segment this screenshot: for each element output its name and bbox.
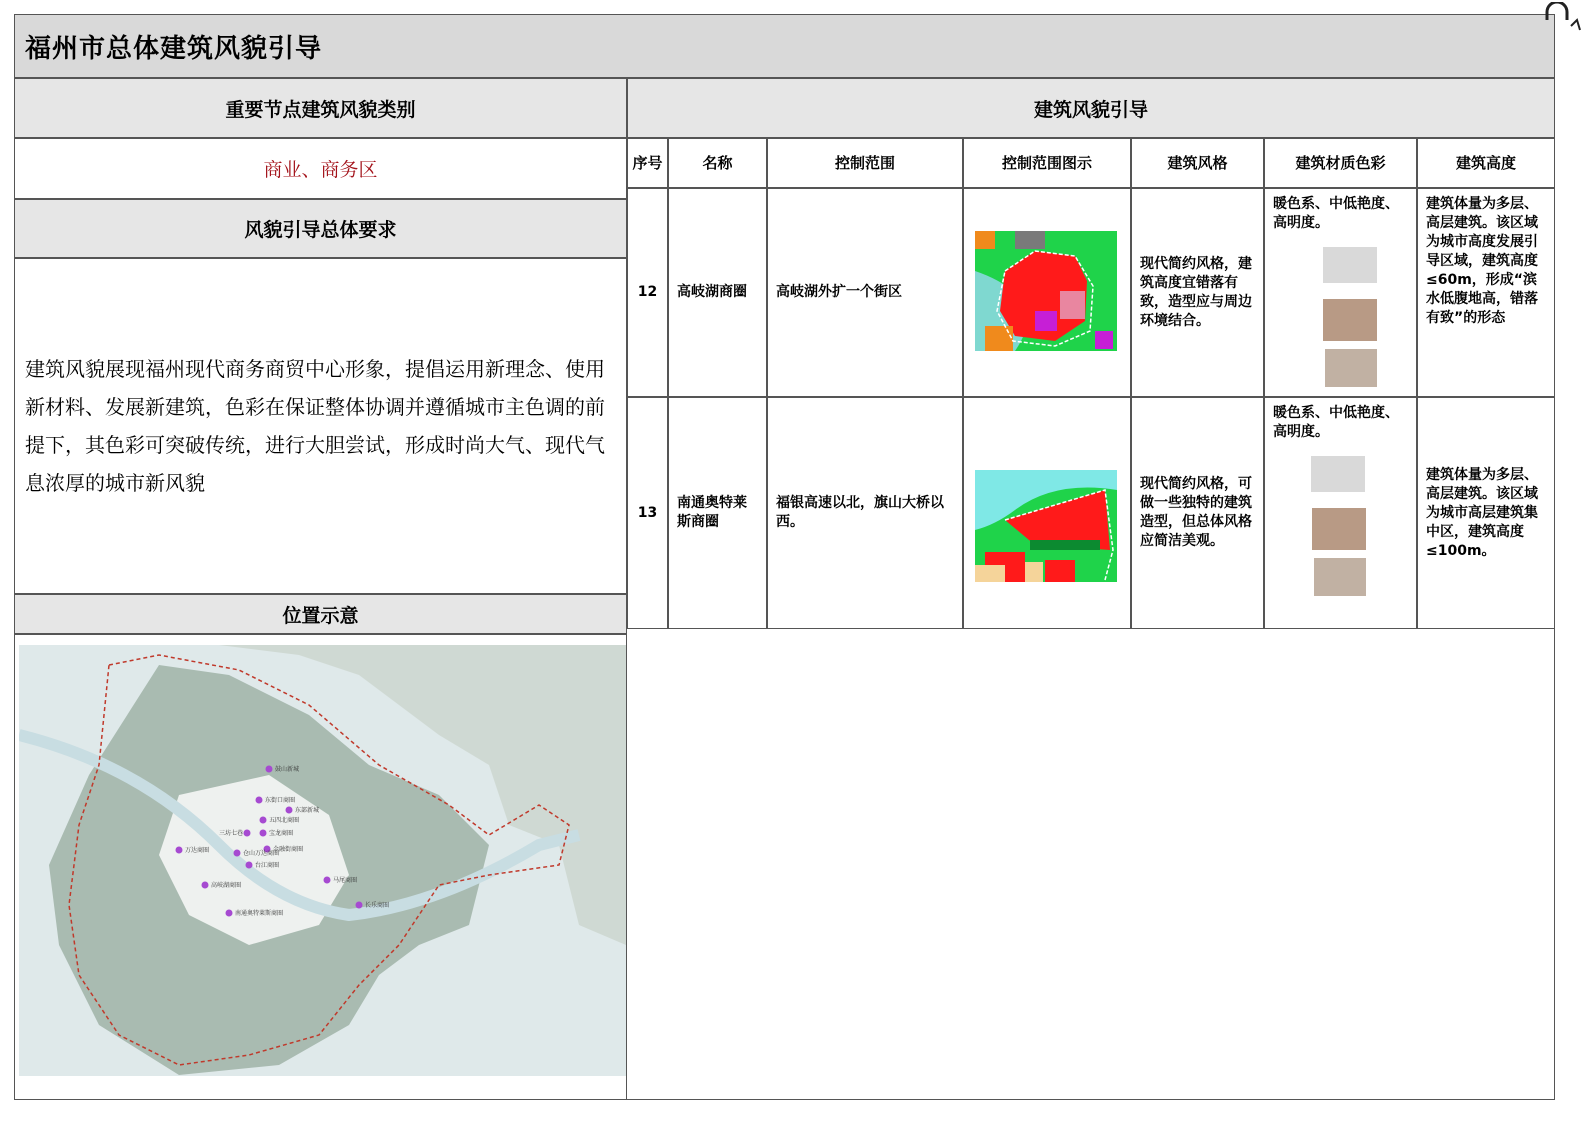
col-header-style: 建筑风格 (1131, 138, 1264, 188)
range-map-13 (975, 470, 1117, 582)
map-label: 南通奥特莱斯商圈 (235, 910, 284, 917)
requirement-box (14, 258, 627, 594)
color-swatch (1312, 508, 1366, 550)
col-header-no: 序号 (627, 138, 668, 188)
color-swatch (1325, 349, 1377, 387)
row-12-range-map (963, 188, 1131, 397)
map-label: 长乐商圈 (365, 902, 390, 909)
requirement-text: 建筑风貌展现福州现代商务商贸中心形象，提倡运用新理念、使用新材料、发展新建筑，色彩在保证整体协调并遵循城市主色调的前提下，其色彩可突破传统，进行大胆尝试，形成时尚大气、现代气息浓厚的城市新风貌 (25, 357, 605, 495)
map-label: 三坊七巷 (219, 830, 244, 837)
map-label: 东部新城 (295, 807, 320, 814)
range-map-12 (975, 231, 1117, 351)
map-label: 宝龙商圈 (269, 830, 294, 837)
location-box (14, 634, 627, 1100)
row-13-material-text: 暖色系、中低艳度、高明度。 (1273, 405, 1399, 440)
col-header-range: 控制范围 (767, 138, 963, 188)
color-swatch (1323, 299, 1377, 341)
map-label: 仓山万达商圈 (243, 850, 280, 857)
row-13-name: 南通奥特莱斯商圈 (668, 397, 767, 629)
row-12-name: 高岐湖商圈 (668, 188, 767, 397)
map-label: 马尾商圈 (333, 877, 358, 884)
col-header-range-map: 控制范围图示 (963, 138, 1131, 188)
row-13-height: 建筑体量为多层、高层建筑。该区域为城市高层建筑集中区，建筑高度≤100m。 (1417, 397, 1555, 629)
map-label: 高岐湖商圈 (211, 882, 242, 889)
color-swatch (1314, 558, 1366, 596)
map-label: 台江商圈 (255, 862, 280, 869)
location-header: 位置示意 (14, 594, 627, 634)
row-12-range: 高岐湖外扩一个街区 (767, 188, 963, 397)
color-swatch (1323, 247, 1377, 283)
col-header-name: 名称 (668, 138, 767, 188)
row-13-no: 13 (627, 397, 668, 629)
location-map (19, 645, 626, 1076)
color-swatch (1311, 456, 1365, 492)
map-label: 金融街商圈 (273, 846, 304, 853)
map-label: 东街口商圈 (265, 797, 296, 804)
col-header-material: 建筑材质色彩 (1264, 138, 1417, 188)
row-12-material (1264, 188, 1417, 397)
guide-header: 建筑风貌引导 (627, 78, 1555, 138)
row-12-style: 现代简约风格，建筑高度宜错落有致，造型应与周边环境结合。 (1131, 188, 1264, 397)
page-title: 福州市总体建筑风貌引导 (14, 14, 1555, 78)
row-13-material (1264, 397, 1417, 629)
row-13-range: 福银高速以北，旗山大桥以西。 (767, 397, 963, 629)
map-label: 鼓山新城 (275, 766, 300, 773)
map-label: 五四北商圈 (269, 817, 300, 824)
category-header: 重要节点建筑风貌类别 (14, 78, 627, 138)
row-12-height: 建筑体量为多层、高层建筑。该区域为城市高度发展引导区域，建筑高度≤60m，形成“滨水低腹地高，错落有致”的形态 (1417, 188, 1555, 397)
requirement-header: 风貌引导总体要求 (14, 199, 627, 258)
row-12-material-text: 暖色系、中低艳度、高明度。 (1273, 196, 1399, 231)
category-value: 商业、商务区 (14, 138, 627, 199)
row-13-style: 现代简约风格，可做一些独特的建筑造型，但总体风格应简洁美观。 (1131, 397, 1264, 629)
row-13-range-map (963, 397, 1131, 629)
row-12-no: 12 (627, 188, 668, 397)
lock-icon (1537, 2, 1581, 49)
col-header-height: 建筑高度 (1417, 138, 1555, 188)
map-label: 万达商圈 (185, 847, 210, 854)
